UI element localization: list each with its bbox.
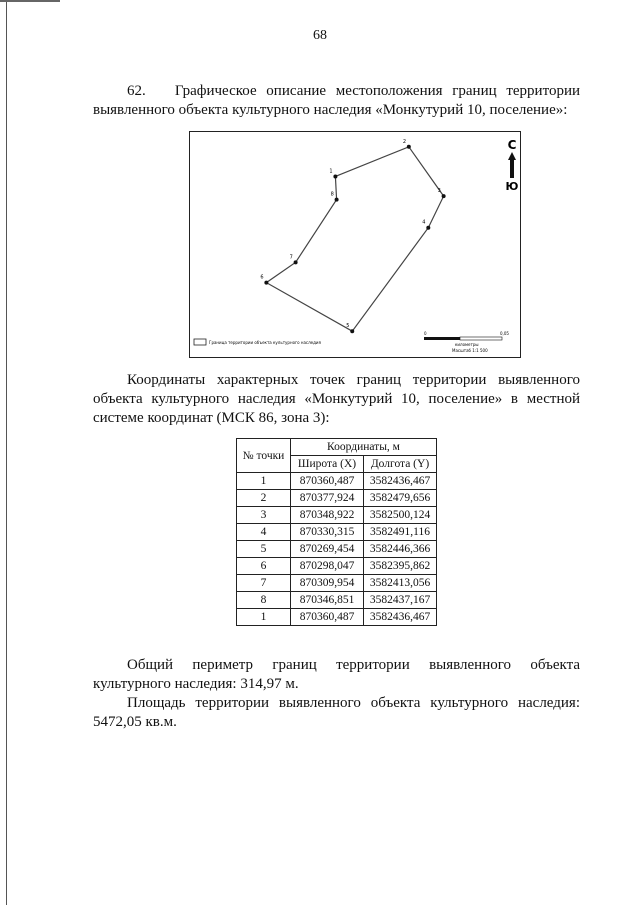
coordinates-table: [236, 438, 437, 626]
section-heading-text: Графическое описание местоположения границ территории выявленного объекта культурного наследия «Монкутурий 10, поселение»:: [93, 83, 580, 118]
boundary-point-label: 1: [329, 168, 333, 175]
table-row: 1 870360,487 3582436,467: [237, 473, 437, 490]
scale-bar: [424, 331, 509, 353]
area-text: Площадь территории выявленного объекта культурного наследия: 5472,05 кв.м.: [93, 695, 580, 730]
perimeter-text: Общий периметр границ территории выявленного объекта культурного наследия: 314,97 м.: [93, 657, 580, 692]
table-row: 5 870269,454 3582446,366: [237, 541, 437, 558]
coordinates-intro: Координаты характерных точек границ территории выявленного объекта культурного наследия «Монкутурий 10, поселение» в местной системе координат (МСК 86, зона 3):: [93, 372, 580, 426]
boundary-point-marker: [407, 145, 411, 149]
table-row: 6 870298,047 3582395,862: [237, 558, 437, 575]
scan-corner-mark: [0, 0, 60, 2]
section-heading: [93, 82, 580, 120]
page-number: 68: [313, 28, 327, 43]
table-row: 8 870346,851 3582437,167: [237, 592, 437, 609]
header-longitude: Долгота (Y): [364, 456, 437, 473]
boundary-point-label: 7: [289, 254, 293, 261]
boundary-point-marker: [442, 194, 446, 198]
boundary-point-marker: [426, 226, 430, 230]
table-row: 2 870377,924 3582479,656: [237, 490, 437, 507]
legend-swatch: [194, 339, 206, 345]
boundary-polygon: [266, 147, 443, 331]
scale-ratio: Масштаб 1:1 500: [452, 348, 488, 353]
boundary-point-label: 3: [437, 188, 441, 195]
compass-south-label: Ю: [505, 180, 519, 193]
table-row: 3 870348,922 3582500,124: [237, 507, 437, 524]
boundary-map: [189, 131, 521, 358]
header-point-number: № точки: [237, 439, 291, 473]
boundary-point-marker: [333, 174, 337, 178]
boundary-point-label: 2: [402, 138, 407, 145]
north-arrow-icon: [506, 138, 519, 193]
legend-text: Граница территории объекта культурного наследия: [209, 340, 321, 345]
compass-north-label: С: [507, 138, 517, 152]
boundary-point-marker: [335, 198, 339, 202]
header-latitude: Широта (X): [291, 456, 364, 473]
boundary-point-marker: [294, 260, 298, 264]
scan-edge-line: [6, 0, 7, 905]
boundary-points: [260, 139, 445, 333]
map-legend: [194, 339, 321, 345]
scale-unit: километры: [455, 342, 479, 347]
table-row: 4 870330,315 3582491,116: [237, 524, 437, 541]
boundary-point-label: 8: [330, 191, 334, 198]
boundary-point-label: 4: [422, 219, 426, 226]
boundary-point-label: 6: [260, 274, 264, 281]
section-number: 62.: [127, 83, 146, 99]
boundary-map-svg: [190, 132, 520, 357]
table-row: 7 870309,954 3582413,056: [237, 575, 437, 592]
boundary-point-label: 5: [346, 323, 350, 330]
boundary-point-marker: [264, 281, 268, 285]
scale-start: 0: [424, 331, 427, 336]
scale-end: 0,05: [500, 331, 509, 336]
header-coordinates: Координаты, м: [291, 439, 437, 456]
table-row: 1 870360,487 3582436,467: [237, 609, 437, 626]
boundary-point-marker: [350, 329, 354, 333]
